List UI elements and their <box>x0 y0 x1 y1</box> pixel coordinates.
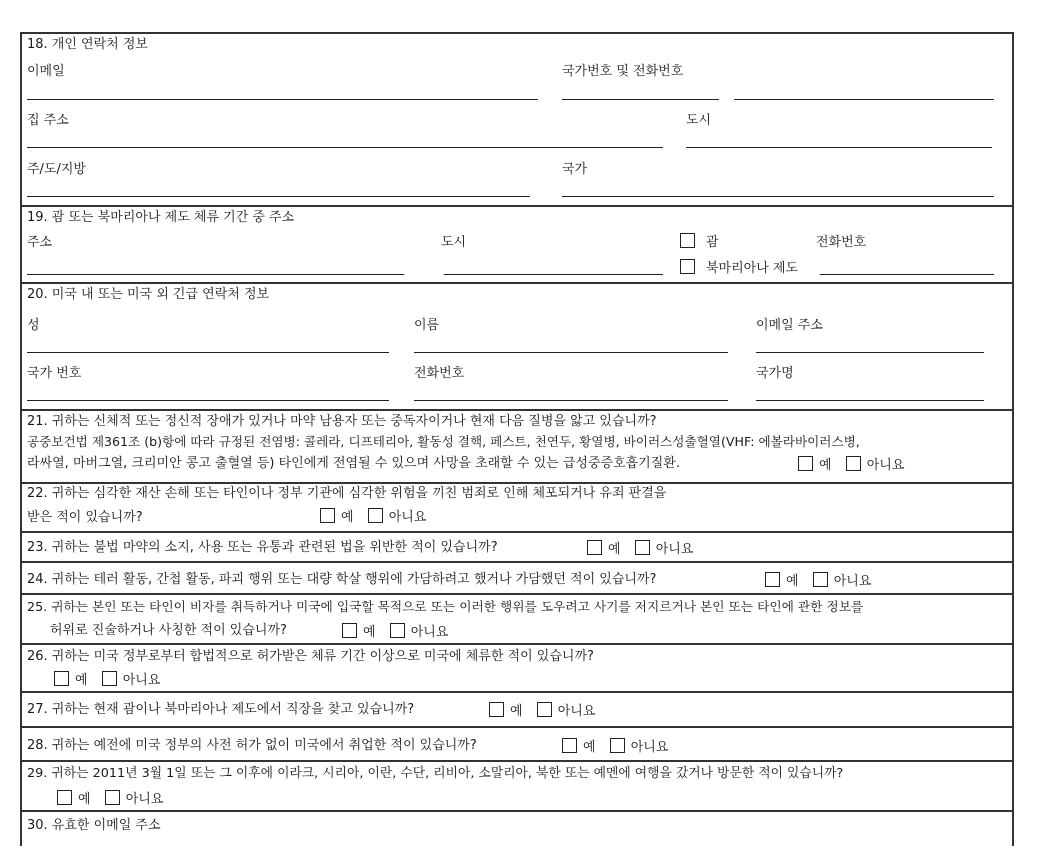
email-label: 이메일 <box>27 64 65 79</box>
q22-yes-checkbox[interactable] <box>320 508 335 523</box>
home-address-label: 집 주소 <box>27 113 69 128</box>
yes-label: 예 <box>608 542 621 557</box>
given-name-label: 이름 <box>414 318 440 333</box>
form-container <box>20 32 1014 846</box>
q28-options <box>562 736 678 754</box>
question-26 <box>22 645 1012 693</box>
no-label: 아니요 <box>122 673 161 688</box>
phone-field[interactable] <box>414 400 728 401</box>
q24-text: 24. 귀하는 테러 활동, 간첩 활동, 파괴 행위 또는 대량 학살 행위에 가담하려고 했거나 가담했던 적이 있습니까? <box>27 572 657 587</box>
no-label: 아니요 <box>410 625 449 640</box>
q26-text: 26. 귀하는 미국 정부로부터 합법적으로 허가받은 체류 기간 이상으로 미국에 체류한 적이 있습니까? <box>27 649 594 664</box>
q27-no-checkbox[interactable] <box>537 702 552 717</box>
address-label: 주소 <box>27 235 53 250</box>
section-guam-address <box>22 207 1012 284</box>
q29-options <box>57 788 173 806</box>
q24-no-checkbox[interactable] <box>813 572 828 587</box>
q26-yes-checkbox[interactable] <box>54 671 69 686</box>
question-23 <box>22 533 1012 563</box>
q29-no-checkbox[interactable] <box>105 790 120 805</box>
question-27 <box>22 693 1012 728</box>
given-name-field[interactable] <box>414 352 728 353</box>
question-28 <box>22 728 1012 762</box>
yes-label: 예 <box>341 510 354 525</box>
q25-no-checkbox[interactable] <box>390 623 405 638</box>
q23-yes-checkbox[interactable] <box>587 540 602 555</box>
guam-label: 괌 <box>706 235 719 250</box>
state-label: 주/도/지방 <box>27 162 86 177</box>
yes-label: 예 <box>583 740 596 755</box>
no-label: 아니요 <box>630 740 669 755</box>
q22-no-checkbox[interactable] <box>368 508 383 523</box>
question-22 <box>22 484 1012 533</box>
section-30-title: 30. 유효한 이메일 주소 <box>27 818 161 833</box>
country-code-label: 국가 번호 <box>27 366 82 381</box>
q26-options <box>54 669 170 687</box>
cnmi-label: 북마리아나 제도 <box>706 261 799 276</box>
email-field[interactable] <box>27 99 538 100</box>
question-25 <box>22 595 1012 645</box>
q29-yes-checkbox[interactable] <box>57 790 72 805</box>
no-label: 아니요 <box>833 574 872 589</box>
city-field[interactable] <box>686 147 992 148</box>
country-name-label: 국가명 <box>756 366 794 381</box>
city-field[interactable] <box>444 274 663 275</box>
country-field[interactable] <box>562 196 994 197</box>
section-20-title: 20. 미국 내 또는 미국 외 긴급 연락처 정보 <box>27 287 270 302</box>
q28-yes-checkbox[interactable] <box>562 738 577 753</box>
q22-line2: 받은 적이 있습니까? <box>27 510 143 525</box>
phone-label: 전화번호 <box>414 366 465 381</box>
q27-text: 27. 귀하는 현재 괌이나 북마리아나 제도에서 직장을 찾고 있습니까? <box>27 702 415 717</box>
no-label: 아니요 <box>866 458 905 473</box>
q22-line1: 22. 귀하는 심각한 재산 손해 또는 타인이나 정부 기관에 심각한 위험을 끼친 범죄로 인해 체포되거나 유죄 판결을 <box>27 486 667 501</box>
q27-options <box>489 700 605 718</box>
section-personal-contact <box>22 34 1012 207</box>
question-21 <box>22 411 1012 484</box>
q21-options <box>798 454 914 472</box>
yes-label: 예 <box>786 574 799 589</box>
question-24 <box>22 563 1012 595</box>
q21-line2: 공중보건법 제361조 (b)항에 따라 규정된 전염병: 콜레라, 디프테리아, 활동성 결핵, 페스트, 천연두, 황열병, 바이러스성출혈열(VHF: 에볼라바이러스병, <box>27 434 860 449</box>
surname-field[interactable] <box>27 352 389 353</box>
q24-options <box>765 570 881 588</box>
yes-label: 예 <box>78 792 91 807</box>
phone-number-field[interactable] <box>734 99 994 100</box>
state-field[interactable] <box>27 196 530 197</box>
q22-options <box>320 506 436 524</box>
yes-label: 예 <box>363 625 376 640</box>
question-29 <box>22 762 1012 812</box>
section-valid-email <box>22 812 1012 848</box>
q21-line1: 21. 귀하는 신체적 또는 정신적 장애가 있거나 마약 남용자 또는 중독자이거나 현재 다음 질병을 앓고 있습니까? <box>27 414 657 429</box>
q28-no-checkbox[interactable] <box>610 738 625 753</box>
section-19-title: 19. 괌 또는 북마리아나 제도 체류 기간 중 주소 <box>27 210 295 225</box>
q28-text: 28. 귀하는 예전에 미국 정부의 사전 허가 없이 미국에서 취업한 적이 있습니까? <box>27 738 477 753</box>
guam-checkbox[interactable] <box>680 233 695 248</box>
phone-field[interactable] <box>820 274 994 275</box>
yes-label: 예 <box>510 704 523 719</box>
city-label: 도시 <box>441 235 467 250</box>
cnmi-checkbox[interactable] <box>680 259 695 274</box>
q27-yes-checkbox[interactable] <box>489 702 504 717</box>
q21-no-checkbox[interactable] <box>846 456 861 471</box>
q23-text: 23. 귀하는 불법 마약의 소지, 사용 또는 유통과 관련된 법을 위반한 적이 있습니까? <box>27 540 498 555</box>
q23-options <box>587 538 703 556</box>
no-label: 아니요 <box>125 792 164 807</box>
q21-line3: 라싸열, 마버그열, 크리미안 콩고 출혈열 등) 타인에게 전염될 수 있으며 사망을 초래할 수 있는 급성중증호흡기질환. <box>27 456 680 471</box>
section-emergency-contact <box>22 284 1012 411</box>
yes-label: 예 <box>75 673 88 688</box>
q21-yes-checkbox[interactable] <box>798 456 813 471</box>
no-label: 아니요 <box>557 704 596 719</box>
q25-options <box>342 621 458 639</box>
q29-text: 29. 귀하는 2011년 3월 1일 또는 그 이후에 이라크, 시리아, 이란, 수단, 리비아, 소말리아, 북한 또는 예멘에 여행을 갔거나 방문한 적이 있습니까? <box>27 766 844 781</box>
q23-no-checkbox[interactable] <box>635 540 650 555</box>
phone-label: 전화번호 <box>816 235 867 250</box>
no-label: 아니요 <box>655 542 694 557</box>
section-18-title: 18. 개인 연락처 정보 <box>27 37 148 52</box>
home-address-field[interactable] <box>27 147 663 148</box>
address-field[interactable] <box>27 274 404 275</box>
country-code-field[interactable] <box>27 400 389 401</box>
q25-line1: 25. 귀하는 본인 또는 타인이 비자를 취득하거나 미국에 입국할 목적으로 또는 이러한 행위를 도우려고 사기를 저지르거나 본인 또는 타인에 관한 정보를 <box>27 599 864 614</box>
no-label: 아니요 <box>388 510 427 525</box>
city-label: 도시 <box>686 113 712 128</box>
q25-line2: 허위로 진술하거나 사칭한 적이 있습니까? <box>50 623 287 638</box>
q26-no-checkbox[interactable] <box>102 671 117 686</box>
country-name-field[interactable] <box>756 400 984 401</box>
email-label: 이메일 주소 <box>756 318 823 333</box>
country-code-field[interactable] <box>562 99 719 100</box>
email-field[interactable] <box>756 352 984 353</box>
q25-yes-checkbox[interactable] <box>342 623 357 638</box>
surname-label: 성 <box>27 318 40 333</box>
country-phone-label: 국가번호 및 전화번호 <box>562 64 684 79</box>
yes-label: 예 <box>819 458 832 473</box>
country-label: 국가 <box>562 162 588 177</box>
q24-yes-checkbox[interactable] <box>765 572 780 587</box>
